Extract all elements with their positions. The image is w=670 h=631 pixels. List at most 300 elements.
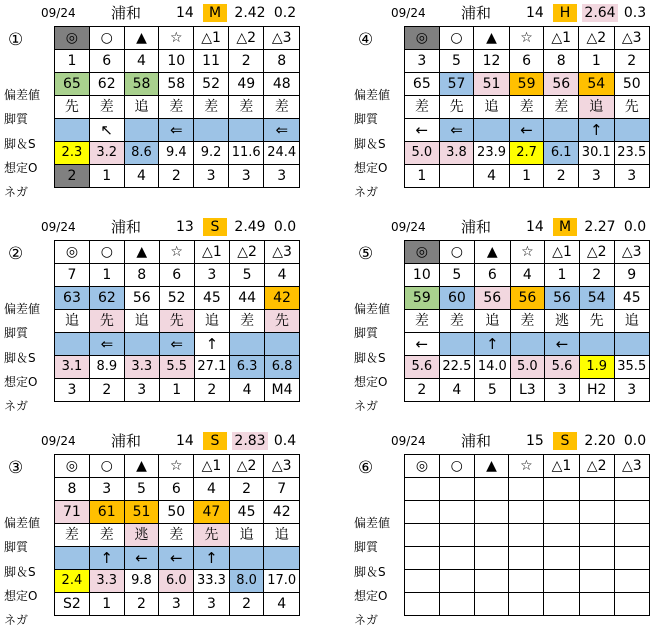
horse-number-cell: 3	[405, 50, 440, 73]
negative-cell: 2	[89, 379, 124, 402]
deviation-cell	[474, 501, 509, 524]
running-style-cell: 差	[230, 310, 265, 333]
odds-cell: 3.8	[439, 142, 474, 165]
trend-cell	[579, 333, 614, 356]
panel-header	[0, 0, 310, 26]
mark-cell: ○	[89, 455, 124, 478]
mark-cell: ☆	[509, 455, 544, 478]
horse-number-cell: 6	[509, 50, 544, 73]
horse-number-cell: 8	[264, 50, 300, 73]
row-label: 偏差値	[4, 516, 41, 530]
negative-cell	[509, 593, 544, 616]
value-1: 2.27	[584, 219, 616, 235]
odds-cell: 6.3	[230, 356, 265, 379]
trend-cell	[614, 547, 649, 570]
deviation-cell: 50	[614, 73, 650, 96]
odds-cell: 5.6	[545, 356, 580, 379]
negative-cell: 2	[124, 593, 159, 616]
mark-cell: ○	[439, 27, 474, 50]
mark-cell: ○	[89, 27, 124, 50]
deviation-cell: 58	[124, 73, 159, 96]
deviation-cell: 58	[159, 73, 194, 96]
running-style-cell: 差	[439, 310, 474, 333]
mark-cell: ○	[439, 241, 474, 264]
running-style-cell: 差	[405, 310, 440, 333]
negative-cell: 3	[194, 593, 229, 616]
deviation-cell: 50	[159, 501, 194, 524]
running-style-cell: 差	[544, 96, 579, 119]
trend-cell	[579, 547, 614, 570]
mark-cell: △1	[194, 455, 229, 478]
trend-cell	[405, 547, 440, 570]
odds-cell: 1.9	[579, 356, 614, 379]
horse-number-cell: 2	[614, 50, 650, 73]
trend-cell	[194, 119, 229, 142]
mark-cell: ▲	[124, 27, 159, 50]
odds-cell	[579, 570, 614, 593]
running-style-cell	[405, 524, 440, 547]
row-label: 偏差値	[4, 302, 41, 316]
value-1: 2.42	[234, 5, 266, 21]
row-label: 想定O	[354, 161, 388, 175]
field-size: 14	[526, 5, 544, 21]
horse-number-cell: 10	[159, 50, 194, 73]
deviation-cell	[544, 501, 579, 524]
odds-cell: 33.3	[194, 570, 229, 593]
running-style-cell: 追	[55, 310, 90, 333]
deviation-cell: 56	[544, 73, 579, 96]
deviation-cell: 51	[124, 501, 159, 524]
running-style-cell	[474, 524, 509, 547]
horse-number-cell: 5	[124, 478, 159, 501]
row-label: 想定O	[4, 589, 38, 603]
deviation-cell: 49	[228, 73, 263, 96]
odds-cell: 5.6	[405, 356, 440, 379]
odds-cell: 23.9	[474, 142, 509, 165]
trend-cell: ⇐	[159, 119, 194, 142]
mark-cell: ▲	[475, 241, 510, 264]
trend-cell	[510, 333, 545, 356]
deviation-cell	[405, 501, 440, 524]
row-label: 想定O	[4, 161, 38, 175]
horse-number-cell	[474, 478, 509, 501]
trend-cell: ↑	[89, 547, 124, 570]
horse-number-cell: 4	[124, 50, 159, 73]
odds-cell: 3.3	[89, 570, 124, 593]
deviation-cell: 71	[55, 501, 90, 524]
horse-number-cell: 1	[545, 264, 580, 287]
odds-cell: 3.1	[55, 356, 90, 379]
negative-cell	[544, 593, 579, 616]
negative-cell: S2	[55, 593, 90, 616]
mark-cell: △2	[230, 241, 265, 264]
mark-cell: ◎	[55, 455, 90, 478]
odds-cell: 8.9	[89, 356, 124, 379]
horse-number-cell: 8	[55, 478, 90, 501]
running-style-cell: 差	[194, 96, 229, 119]
deviation-cell: 56	[124, 287, 159, 310]
row-label: ネガ	[354, 399, 379, 413]
deviation-cell	[579, 501, 614, 524]
mark-cell: ☆	[159, 241, 194, 264]
trend-cell	[230, 333, 265, 356]
mark-cell: △2	[579, 241, 614, 264]
panel-header	[350, 428, 660, 454]
horse-number-cell: 12	[474, 50, 509, 73]
running-style-cell	[579, 524, 614, 547]
odds-cell: 5.0	[405, 142, 440, 165]
venue: 浦和	[111, 218, 142, 236]
running-style-cell	[509, 524, 544, 547]
field-size: 14	[176, 433, 194, 449]
row-label: ネガ	[4, 399, 29, 413]
running-style-cell: 追	[579, 96, 614, 119]
trend-cell: ↑	[194, 547, 229, 570]
mark-cell: △3	[265, 241, 300, 264]
prediction-grid	[404, 454, 650, 616]
value-2: 0.0	[623, 219, 647, 235]
trend-cell: ⇐	[89, 333, 124, 356]
running-style-cell: 差	[228, 96, 263, 119]
trend-cell: ←	[124, 547, 159, 570]
row-label: 想定O	[4, 375, 38, 389]
horse-number-cell: 4	[510, 264, 545, 287]
trend-cell	[614, 333, 650, 356]
mark-cell: ◎	[405, 241, 440, 264]
race-number: ②	[8, 244, 24, 264]
running-style-cell: 先	[159, 310, 194, 333]
mark-cell: △3	[614, 27, 650, 50]
deviation-cell: 56	[545, 287, 580, 310]
row-label: 脚質	[354, 326, 379, 340]
race-date: 09/24	[391, 434, 426, 448]
deviation-cell: 44	[230, 287, 265, 310]
mark-cell: △2	[579, 455, 614, 478]
trend-cell	[55, 119, 90, 142]
negative-cell	[405, 593, 440, 616]
running-style-cell: 先	[194, 524, 229, 547]
deviation-cell: 45	[194, 287, 230, 310]
trend-cell: ↖	[89, 119, 124, 142]
deviation-cell: 52	[194, 73, 229, 96]
pace: S	[553, 432, 577, 450]
pace: S	[203, 218, 227, 236]
row-label: 想定O	[354, 589, 388, 603]
mark-cell: ○	[89, 241, 124, 264]
prediction-grid	[404, 26, 650, 188]
odds-cell: 24.4	[264, 142, 300, 165]
odds-cell: 8.6	[124, 142, 159, 165]
mark-cell: ☆	[159, 27, 194, 50]
odds-cell	[474, 570, 509, 593]
trend-cell: ←	[159, 547, 194, 570]
horse-number-cell: 1	[579, 50, 614, 73]
negative-cell: 4	[474, 165, 509, 188]
trend-cell	[614, 119, 650, 142]
negative-cell: 3	[159, 593, 194, 616]
deviation-cell: 62	[89, 73, 124, 96]
row-label: 脚＆S	[354, 565, 386, 579]
horse-number-cell: 2	[229, 478, 264, 501]
deviation-cell: 65	[405, 73, 440, 96]
mark-cell: ◎	[405, 27, 440, 50]
trend-cell: ↑	[194, 333, 230, 356]
mark-cell: ▲	[474, 27, 509, 50]
mark-cell: △3	[264, 27, 300, 50]
row-label: 脚＆S	[4, 137, 36, 151]
running-style-cell: 差	[89, 524, 124, 547]
horse-number-cell: 4	[194, 478, 229, 501]
horse-number-cell	[405, 478, 440, 501]
negative-cell: 2	[159, 165, 194, 188]
mark-cell: ◎	[55, 27, 90, 50]
odds-cell: 14.0	[475, 356, 510, 379]
negative-cell: 2	[194, 379, 230, 402]
odds-cell: 30.1	[579, 142, 614, 165]
horse-number-cell: 2	[228, 50, 263, 73]
value-1: 2.49	[234, 219, 266, 235]
prediction-grid	[404, 240, 650, 402]
row-label: 脚質	[4, 112, 29, 126]
mark-cell: ▲	[474, 455, 509, 478]
mark-cell: ◎	[55, 241, 90, 264]
negative-cell: 4	[264, 593, 300, 616]
pace: M	[203, 4, 227, 22]
mark-cell: ◎	[405, 455, 440, 478]
trend-cell	[264, 547, 300, 570]
negative-cell: 4	[124, 165, 159, 188]
running-style-cell: 追	[194, 310, 230, 333]
negative-cell: 1	[89, 165, 124, 188]
row-label: ネガ	[4, 613, 29, 627]
mark-cell: △3	[614, 241, 650, 264]
running-style-cell	[614, 524, 649, 547]
running-style-cell: 差	[405, 96, 440, 119]
trend-cell	[265, 333, 300, 356]
negative-cell: 2	[405, 379, 440, 402]
horse-number-cell	[544, 478, 579, 501]
horse-number-cell: 3	[194, 264, 230, 287]
race-date: 09/24	[41, 220, 76, 234]
horse-number-cell: 8	[124, 264, 159, 287]
horse-number-cell: 5	[439, 264, 474, 287]
negative-cell: 2	[544, 165, 579, 188]
deviation-cell: 60	[439, 287, 474, 310]
row-label: ネガ	[354, 613, 379, 627]
trend-cell	[124, 333, 159, 356]
horse-number-cell: 6	[89, 50, 124, 73]
trend-cell	[229, 547, 264, 570]
odds-cell: 8.0	[229, 570, 264, 593]
negative-cell: 3	[124, 379, 159, 402]
race-number: ④	[358, 30, 374, 50]
odds-cell: 3.3	[124, 356, 159, 379]
negative-cell: 3	[614, 379, 650, 402]
trend-cell: ←	[509, 119, 544, 142]
negative-cell: 4	[439, 379, 474, 402]
trend-cell	[544, 119, 579, 142]
odds-cell: 5.5	[159, 356, 194, 379]
odds-cell: 5.0	[510, 356, 545, 379]
negative-cell: 3	[55, 379, 90, 402]
odds-cell	[509, 570, 544, 593]
negative-cell: 4	[230, 379, 265, 402]
row-label: ネガ	[4, 185, 29, 199]
deviation-cell: 48	[264, 73, 300, 96]
negative-cell: 1	[509, 165, 544, 188]
value-1: 2.64	[582, 4, 618, 22]
negative-cell: 3	[545, 379, 580, 402]
value-2: 0.2	[273, 5, 297, 21]
deviation-cell: 61	[89, 501, 124, 524]
negative-cell	[474, 593, 509, 616]
row-label: 脚＆S	[4, 565, 36, 579]
horse-number-cell: 2	[579, 264, 614, 287]
odds-cell: 23.5	[614, 142, 650, 165]
value-1: 2.83	[232, 432, 268, 450]
negative-cell: 3	[264, 165, 300, 188]
trend-cell: ⇐	[159, 333, 194, 356]
running-style-cell: 追	[475, 310, 510, 333]
running-style-cell	[544, 524, 579, 547]
mark-cell: ☆	[509, 27, 544, 50]
value-2: 0.0	[273, 219, 297, 235]
race-date: 09/24	[41, 434, 76, 448]
mark-cell: △1	[194, 241, 230, 264]
race-date: 09/24	[41, 6, 76, 20]
running-style-cell: 追	[614, 310, 650, 333]
trend-cell: ←	[405, 119, 440, 142]
negative-cell: 1	[405, 165, 440, 188]
horse-number-cell	[509, 478, 544, 501]
horse-number-cell: 6	[475, 264, 510, 287]
mark-cell: △3	[264, 455, 300, 478]
race-date: 09/24	[391, 6, 426, 20]
panel-header	[0, 214, 310, 240]
horse-number-cell: 5	[230, 264, 265, 287]
negative-cell: 5	[475, 379, 510, 402]
odds-cell	[439, 570, 474, 593]
mark-cell: ☆	[159, 455, 194, 478]
deviation-cell: 56	[510, 287, 545, 310]
horse-number-cell: 6	[159, 478, 194, 501]
field-size: 14	[526, 219, 544, 235]
prediction-grid	[54, 240, 300, 402]
negative-cell: M4	[265, 379, 300, 402]
trend-cell: ⇐	[264, 119, 300, 142]
running-style-cell: 追	[474, 96, 509, 119]
row-label: 脚質	[4, 326, 29, 340]
odds-cell: 6.8	[265, 356, 300, 379]
horse-number-cell	[614, 478, 649, 501]
running-style-cell	[439, 524, 474, 547]
row-label: 偏差値	[354, 302, 391, 316]
venue: 浦和	[461, 4, 492, 22]
odds-cell: 2.4	[55, 570, 90, 593]
value-2: 0.0	[623, 433, 647, 449]
trend-cell	[474, 547, 509, 570]
deviation-cell: 45	[229, 501, 264, 524]
odds-cell: 2.7	[509, 142, 544, 165]
mark-cell: ▲	[124, 455, 159, 478]
running-style-cell: 追	[229, 524, 264, 547]
odds-cell: 9.2	[194, 142, 229, 165]
trend-cell	[228, 119, 263, 142]
odds-cell	[614, 570, 649, 593]
negative-cell: 1	[89, 593, 124, 616]
mark-cell: ▲	[124, 241, 159, 264]
trend-cell	[439, 547, 474, 570]
odds-cell: 22.5	[439, 356, 474, 379]
value-1: 2.20	[584, 433, 616, 449]
negative-cell: 3	[614, 165, 650, 188]
horse-number-cell: 5	[439, 50, 474, 73]
negative-cell: 3	[579, 165, 614, 188]
trend-cell: ⇐	[439, 119, 474, 142]
prediction-grid	[54, 454, 300, 616]
field-size: 14	[176, 5, 194, 21]
trend-cell: ←	[405, 333, 440, 356]
row-label: 脚質	[4, 540, 29, 554]
horse-number-cell: 9	[614, 264, 650, 287]
deviation-cell: 42	[264, 501, 300, 524]
running-style-cell: 先	[265, 310, 300, 333]
trend-cell	[55, 333, 90, 356]
deviation-cell: 51	[474, 73, 509, 96]
deviation-cell	[509, 501, 544, 524]
negative-cell: 1	[159, 379, 194, 402]
deviation-cell: 45	[614, 287, 650, 310]
negative-cell: 2	[229, 593, 264, 616]
odds-cell: 6.0	[159, 570, 194, 593]
horse-number-cell: 1	[55, 50, 90, 73]
row-label: 偏差値	[4, 88, 41, 102]
running-style-cell: 差	[159, 524, 194, 547]
value-2: 0.3	[623, 5, 647, 21]
running-style-cell: 追	[124, 310, 159, 333]
pace: S	[203, 432, 227, 450]
negative-cell	[579, 593, 614, 616]
negative-cell: L3	[510, 379, 545, 402]
odds-cell: 35.5	[614, 356, 650, 379]
running-style-cell: 先	[89, 310, 124, 333]
odds-cell: 17.0	[264, 570, 300, 593]
deviation-cell: 59	[509, 73, 544, 96]
running-style-cell: 差	[510, 310, 545, 333]
horse-number-cell: 7	[264, 478, 300, 501]
trend-cell: ↑	[579, 119, 614, 142]
mark-cell: ☆	[510, 241, 545, 264]
running-style-cell: 追	[124, 96, 159, 119]
mark-cell: △3	[614, 455, 649, 478]
value-2: 0.4	[273, 433, 297, 449]
field-size: 15	[526, 433, 544, 449]
deviation-cell: 56	[475, 287, 510, 310]
trend-cell	[439, 333, 474, 356]
deviation-cell	[439, 501, 474, 524]
odds-cell	[544, 570, 579, 593]
pace: H	[553, 4, 577, 22]
trend-cell	[509, 547, 544, 570]
panel-header	[350, 214, 660, 240]
running-style-cell: 差	[55, 524, 90, 547]
running-style-cell: 先	[439, 96, 474, 119]
venue: 浦和	[461, 432, 492, 450]
deviation-cell: 52	[159, 287, 194, 310]
running-style-cell: 差	[89, 96, 124, 119]
deviation-cell: 57	[439, 73, 474, 96]
race-number: ⑥	[358, 458, 374, 478]
